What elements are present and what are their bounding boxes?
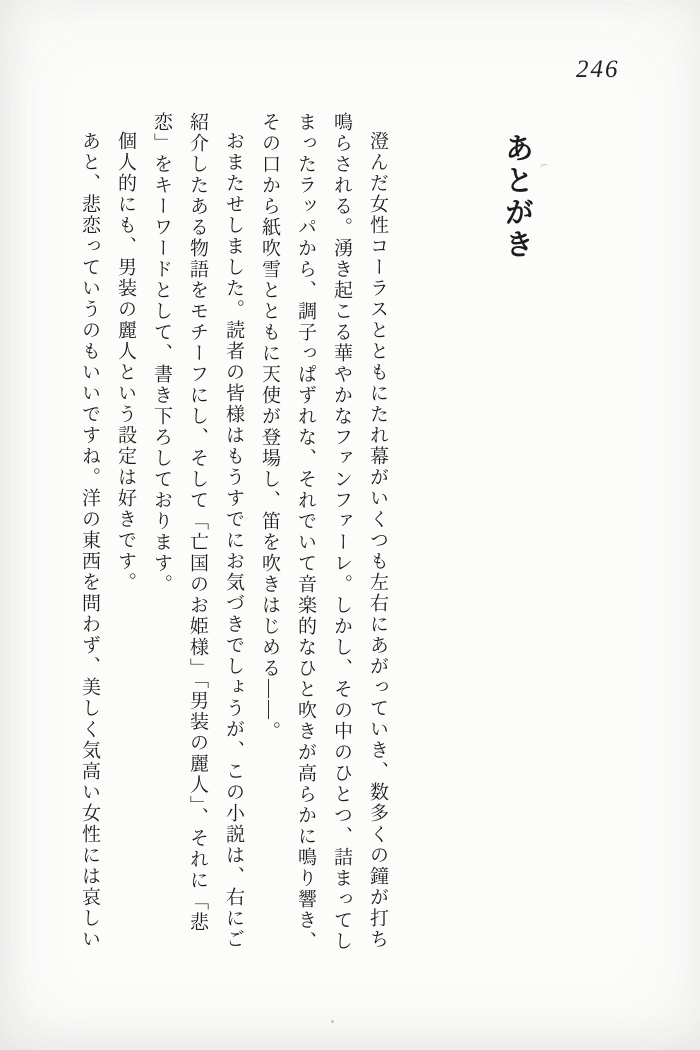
scan-artifact — [539, 163, 549, 173]
scan-speck — [331, 1020, 334, 1023]
afterword-title: あとがき — [501, 133, 533, 261]
paragraph-3: 個人的にも、男装の麗人という設定は好きです。 — [115, 131, 136, 593]
paragraph-4: あと、悲恋っていうのもいいですね。洋の東西を問わず、美しく気高い女性には哀しい — [79, 131, 100, 950]
paragraph-2: おまたせしました。読者の皆様はもうすでにお気づきでしょうが、この小説は、右にご紹介したある物語をモチーフにし、そして「亡国のお姫様」「男装の麗人」、それに「悲恋」をキーワードとして、書き下ろしております。 — [151, 112, 244, 950]
page-number: 246 — [576, 56, 620, 83]
paragraph-1: 澄んだ女性コーラスとともにたれ幕がいくつも左右にあがっていき、数多くの鐘が打ち鳴らされる。湧き起こる華やかなファンファーレ。しかし、その中のひとつ、詰まってしまったラッパから、調子っぱずれな、それでいて音楽的なひと吹きが高らかに鳴り響き、その口から紙吹雪とともに天使が登場し、笛を吹きはじめる――。 — [259, 112, 388, 952]
afterword-content — [71, 112, 534, 958]
